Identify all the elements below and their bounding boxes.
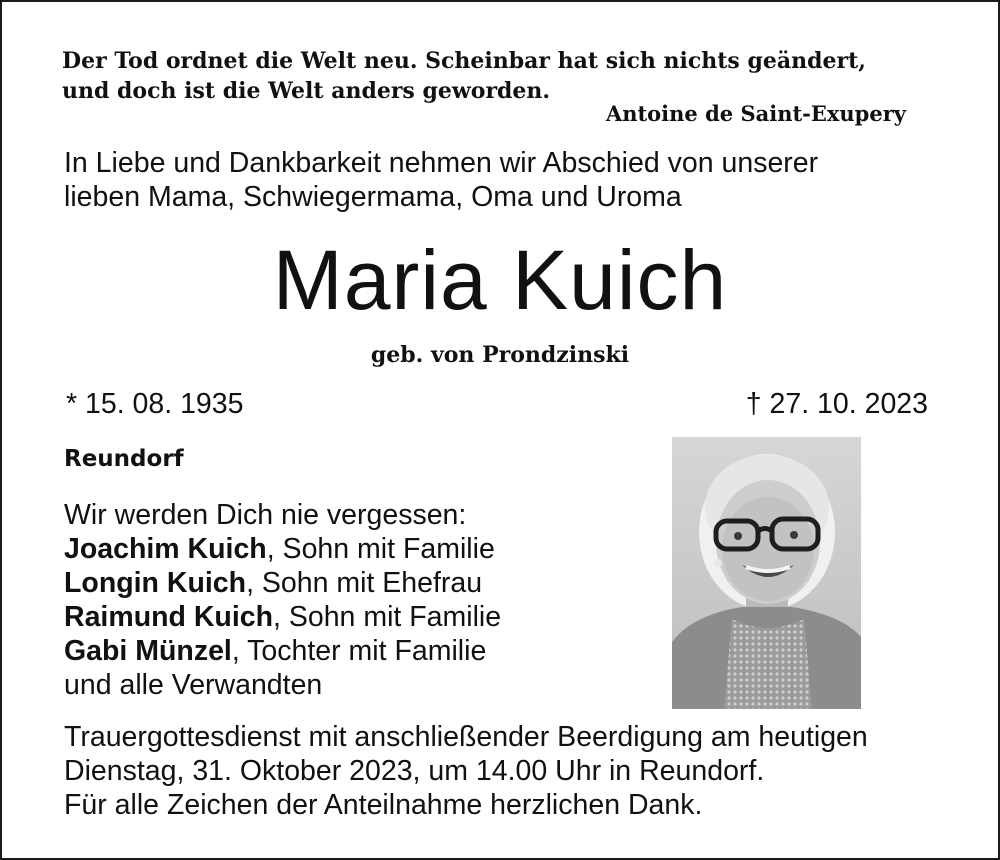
quote [62, 46, 866, 106]
survivor-name: Joachim Kuich [64, 533, 267, 565]
death-date: † 27. 10. 2023 [745, 388, 928, 420]
intro-line-1: In Liebe und Dankbarkeit nehmen wir Abschied von unserer [64, 147, 819, 179]
survivors-outro: und alle Verwandten [64, 669, 323, 701]
service-info [64, 720, 868, 822]
survivor-relation: , Tochter mit Familie [231, 635, 487, 667]
intro-text [64, 146, 818, 214]
quote-line-2: und doch ist die Welt anders geworden. [62, 78, 551, 104]
service-line-1: Trauergottesdienst mit anschließender Beerdigung am heutigen [64, 721, 868, 753]
thanks-line: Für alle Zeichen der Anteilnahme herzlichen Dank. [64, 789, 703, 821]
survivor-relation: , Sohn mit Ehefrau [246, 567, 483, 599]
quote-author: Antoine de Saint-Exupery [605, 101, 906, 126]
portrait-image [672, 437, 861, 709]
quote-line-1: Der Tod ordnet die Welt neu. Scheinbar hat sich nichts geändert, [62, 48, 866, 74]
survivor-name: Gabi Münzel [64, 635, 232, 667]
survivor-relation: , Sohn mit Familie [266, 533, 495, 565]
survivor-row [64, 566, 501, 600]
survivor-name: Raimund Kuich [64, 601, 274, 633]
place: Reundorf [64, 446, 184, 472]
survivors-intro: Wir werden Dich nie vergessen: [64, 499, 467, 531]
survivor-row [64, 600, 501, 634]
survivor-row [64, 634, 501, 668]
service-line-2: Dienstag, 31. Oktober 2023, um 14.00 Uhr in Reundorf. [64, 755, 765, 787]
survivor-relation: , Sohn mit Familie [273, 601, 502, 633]
portrait-photo [672, 437, 861, 709]
maiden-name: geb. von Prondzinski [370, 342, 630, 368]
survivor-row [64, 532, 501, 566]
birth-date: * 15. 08. 1935 [66, 388, 244, 420]
intro-line-2: lieben Mama, Schwiegermama, Oma und Uroma [64, 181, 682, 213]
deceased-name: Maria Kuich [272, 233, 728, 327]
survivor-name: Longin Kuich [64, 567, 247, 599]
survivors-list [64, 498, 501, 702]
